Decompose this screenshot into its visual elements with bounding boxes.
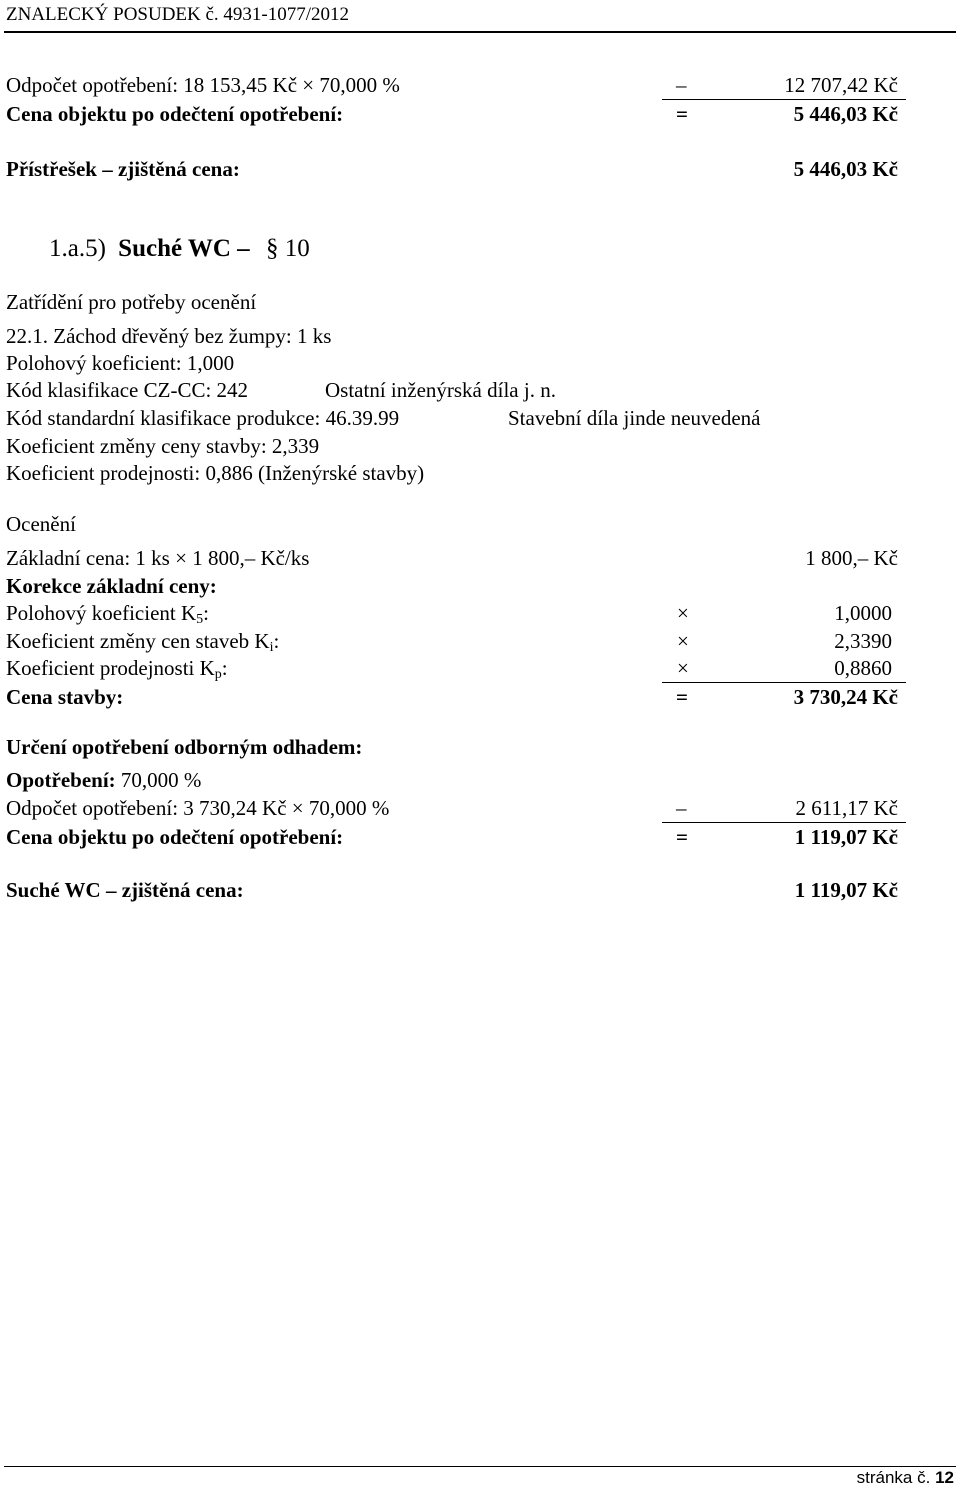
section-heading-paragraph: § 10: [265, 235, 310, 262]
kso-code: 46.39.99: [325, 406, 400, 430]
change-coef-row: [6, 436, 319, 457]
prev-found-value: 5 446,03 Kč: [793, 157, 898, 181]
wear-deduction-label: Odpočet opotřebení: 3 730,24 Kč × 70,000 %: [6, 796, 390, 820]
kp-label: Koeficient prodejnosti K: [6, 656, 215, 680]
sale-coef-value: 0,886 (Inženýrské stavby): [205, 461, 425, 485]
classification-heading: Zatřídění pro potřeby ocenění: [6, 290, 257, 314]
building-price-label: Cena stavby:: [6, 685, 124, 709]
building-price-op: =: [676, 685, 688, 709]
base-price-label: Základní cena: 1 ks × 1 800,– Kč/ks: [6, 546, 310, 570]
kso-label: Kód standardní klasifikace produkce:: [6, 406, 321, 430]
item-qty: 1 ks: [297, 324, 332, 348]
ki-value: 2,3390: [834, 629, 892, 653]
wear-sum-rule: [662, 822, 906, 823]
position-coef-value: 1,000: [186, 351, 235, 375]
ki-label: Koeficient změny cen staveb K: [6, 629, 270, 653]
section-heading-name: Suché WC –: [118, 235, 250, 262]
k5-row: Polohový koeficient $K_5$:: [6, 601, 209, 627]
position-coef-row: [6, 353, 234, 374]
cz-cc-description: Ostatní inženýrská díla j. n.: [325, 378, 556, 402]
k5-op: ×: [677, 601, 689, 625]
k5-subscript: 5: [196, 612, 204, 627]
wear-heading: Určení opotřebení odborným odhadem:: [6, 735, 363, 759]
section-heading: [49, 236, 310, 261]
wc-found-value: 1 119,07 Kč: [794, 878, 898, 902]
sale-coef-row: [6, 463, 424, 484]
correction-heading: Korekce základní ceny:: [6, 574, 217, 598]
k5-value: 1,0000: [834, 601, 892, 625]
prev-deduction-label: Odpočet opotřebení: 18 153,45 Kč × 70,000 %: [6, 73, 400, 97]
prev-after-op: =: [676, 102, 688, 126]
ki-op: ×: [677, 629, 689, 653]
change-coef-value: 2,339: [271, 434, 320, 458]
price-sum-rule: [662, 682, 906, 683]
wear-label: Opotřebení:: [6, 768, 116, 792]
wear-value: 70,000 %: [120, 768, 202, 792]
page-footer: [857, 1469, 954, 1486]
prev-deduction-op: –: [676, 73, 687, 97]
cz-cc-row: [6, 380, 248, 401]
position-coef-label: Polohový koeficient:: [6, 351, 182, 375]
valuation-heading: Ocenění: [6, 512, 76, 536]
document-header: ZNALECKÝ POSUDEK č. 4931-1077/2012: [6, 4, 350, 25]
wear-after-label: Cena objektu po odečtení opotřebení:: [6, 825, 344, 849]
wear-deduction-value: 2 611,17 Kč: [795, 796, 898, 820]
item-row: [6, 326, 331, 347]
kp-op: ×: [677, 656, 689, 680]
page-label: stránka č.: [856, 1468, 931, 1487]
prev-deduction-value: 12 707,42 Kč: [784, 73, 898, 97]
building-price-value: 3 730,24 Kč: [793, 685, 898, 709]
ki-row: Koeficient změny cen staveb $K_i$:: [6, 629, 280, 655]
kp-row: Koeficient prodejnosti $K_p$:: [6, 656, 228, 682]
wear-deduction-op: –: [676, 796, 687, 820]
cz-cc-code: 242: [216, 378, 249, 402]
wear-after-value: 1 119,07 Kč: [794, 825, 898, 849]
kso-row: [6, 408, 399, 429]
change-coef-label: Koeficient změny ceny stavby:: [6, 434, 267, 458]
k5-label: Polohový koeficient K: [6, 601, 197, 625]
base-price-value: 1 800,– Kč: [805, 546, 898, 570]
kp-value: 0,8860: [834, 656, 892, 680]
prev-after-label: Cena objektu po odečtení opotřebení:: [6, 102, 344, 126]
wear-after-op: =: [676, 825, 688, 849]
wear-row: [6, 770, 201, 791]
prev-after-value: 5 446,03 Kč: [793, 102, 898, 126]
prev-sum-rule: [662, 99, 906, 100]
kp-subscript: p: [214, 667, 222, 682]
ki-subscript: i: [269, 640, 274, 655]
header-rule: [4, 31, 956, 33]
page-number: 12: [935, 1468, 954, 1487]
sale-coef-label: Koeficient prodejnosti:: [6, 461, 201, 485]
prev-found-label: Přístřešek – zjištěná cena:: [6, 157, 240, 181]
wc-found-label: Suché WC – zjištěná cena:: [6, 878, 244, 902]
kso-description: Stavební díla jinde neuvedená: [508, 406, 761, 430]
item-code: 22.1. Záchod dřevěný bez žumpy:: [6, 324, 292, 348]
section-heading-number: 1.a.5): [49, 235, 106, 262]
cz-cc-label: Kód klasifikace CZ-CC:: [6, 378, 212, 402]
footer-rule: [4, 1466, 956, 1467]
